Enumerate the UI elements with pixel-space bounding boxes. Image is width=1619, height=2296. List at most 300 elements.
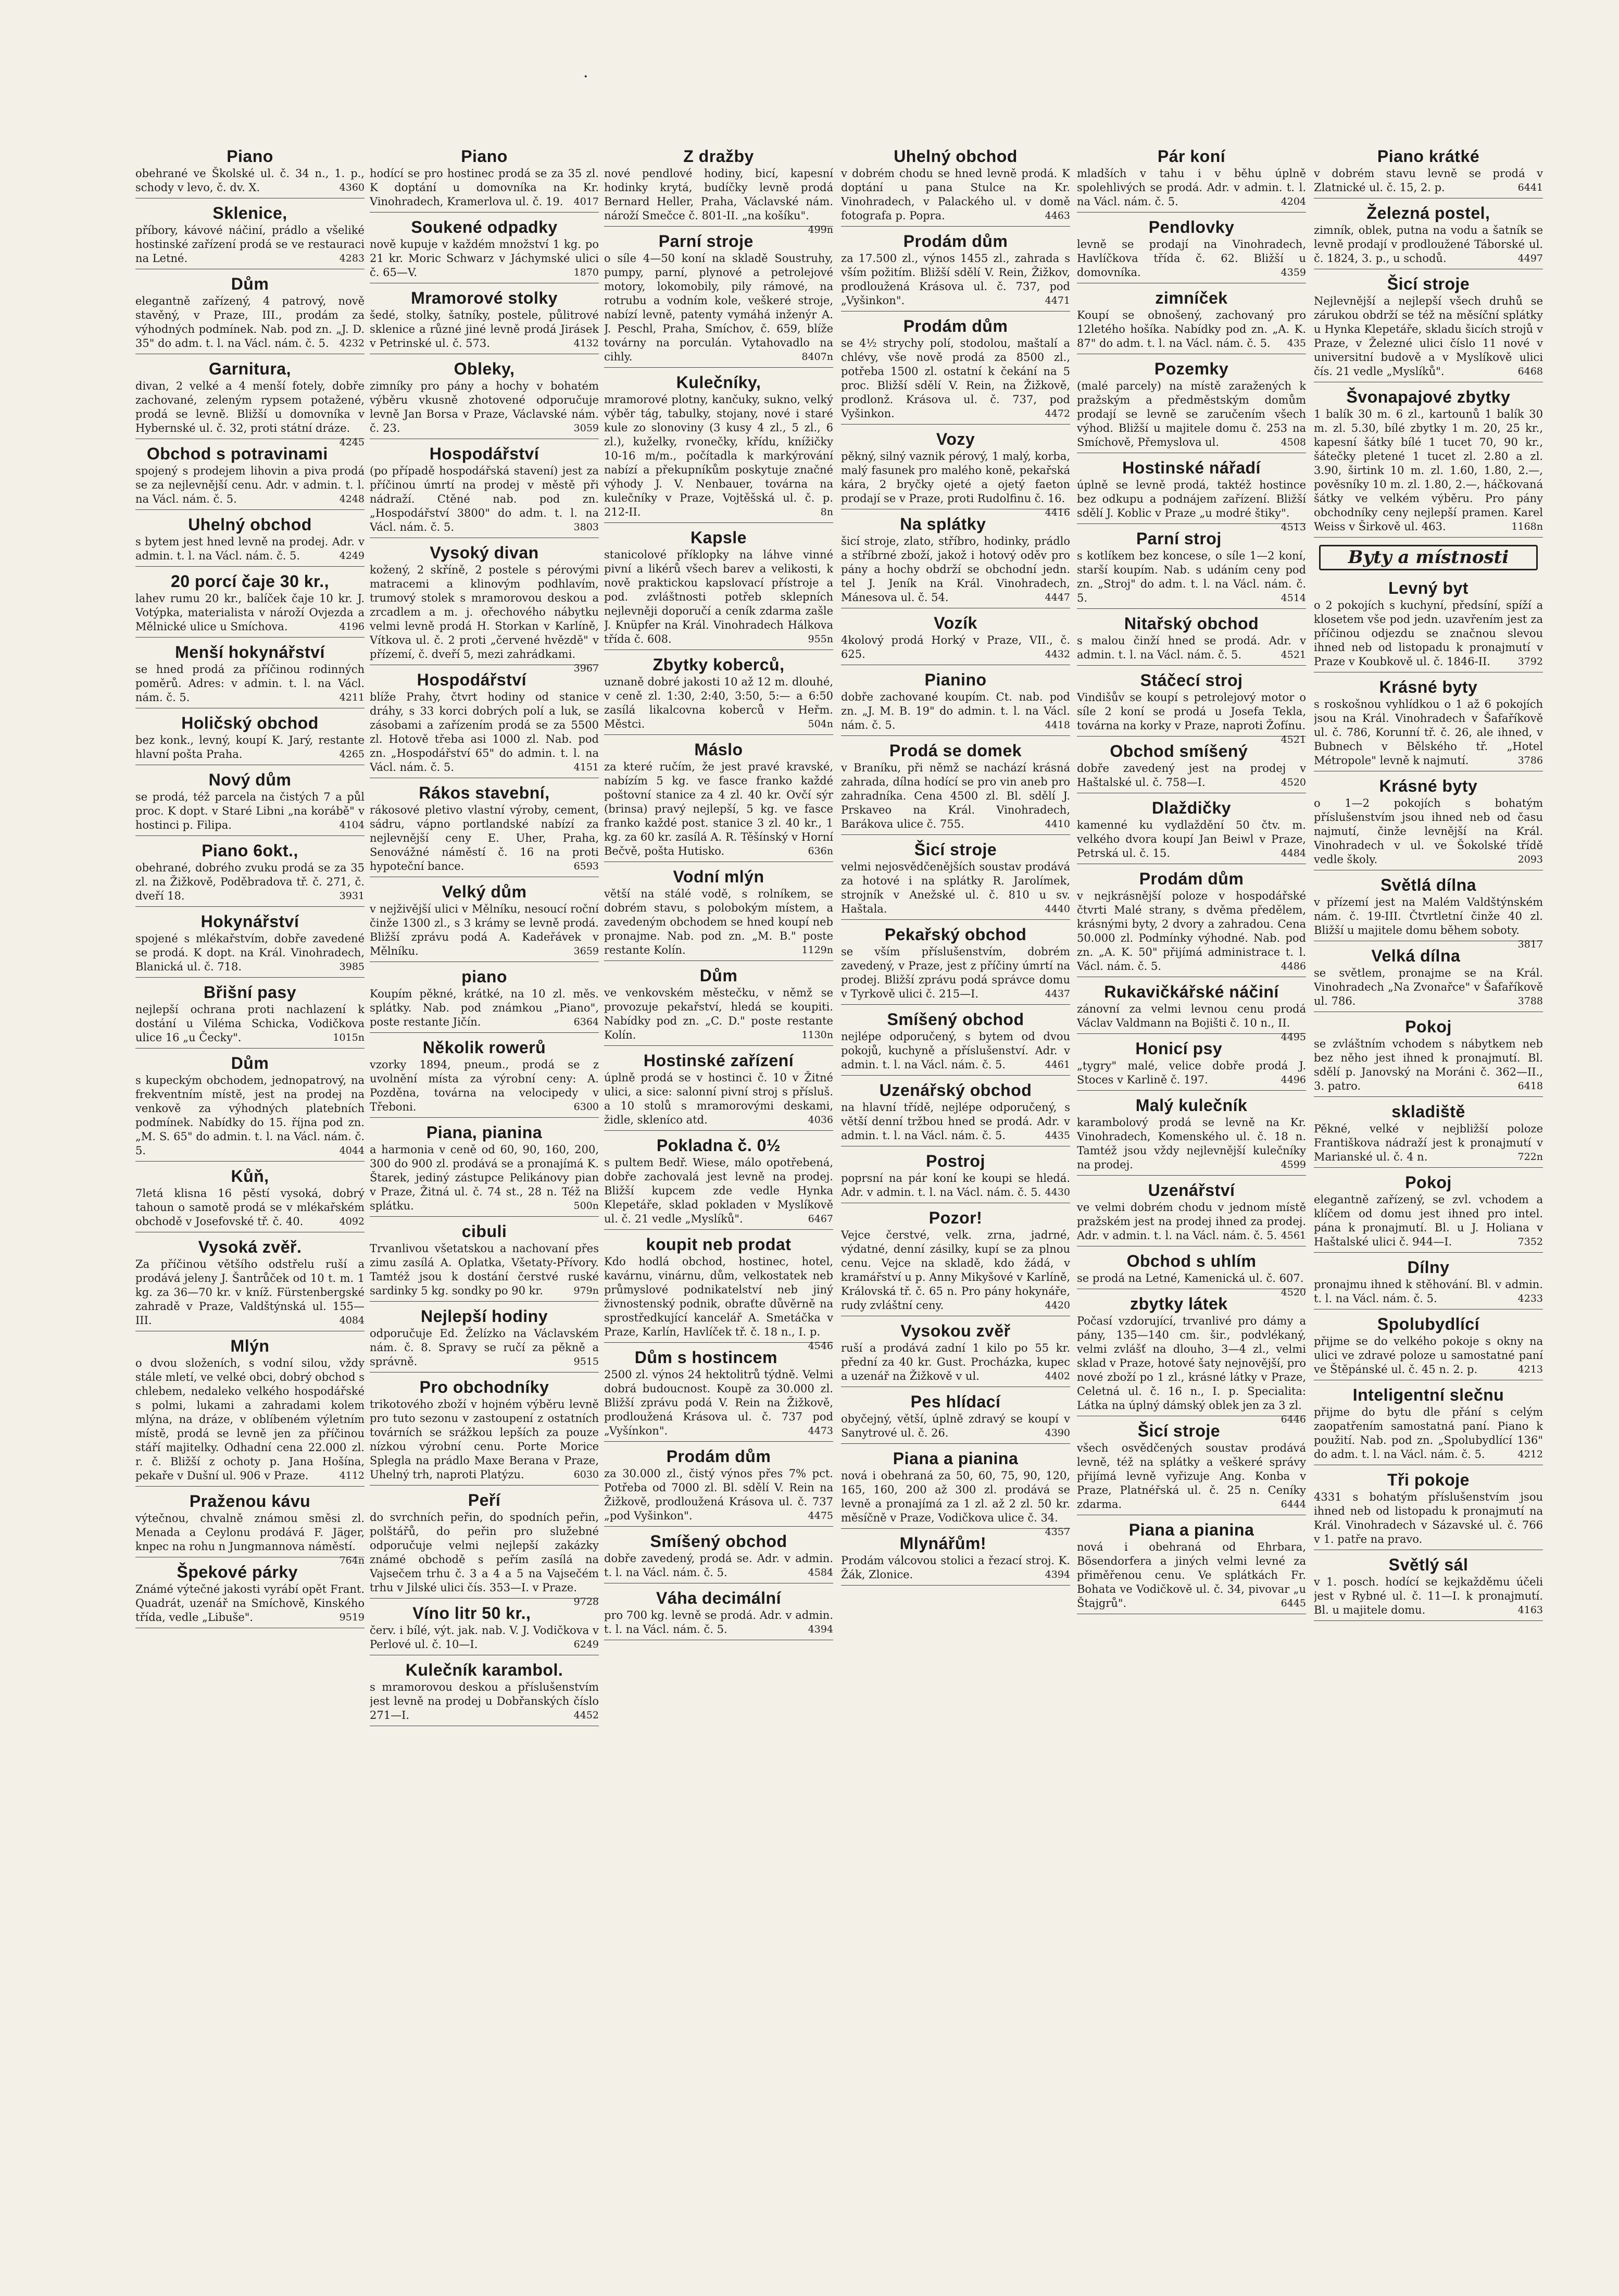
ad-divider bbox=[135, 906, 365, 907]
classified-ad bbox=[1077, 358, 1306, 453]
ad-body: s kupeckým obchodem, jednopatrový, na frekventním místě, jest na prodej na venkově za výhodných platebních podmínek. Nabídky do 15. října pod zn. „M. S. 65" do admin. t. l. na Václ. nám. č. 5. bbox=[135, 1074, 365, 1157]
ad-text bbox=[1314, 167, 1543, 195]
column-3 bbox=[604, 146, 833, 2261]
ad-body: nové pendlové hodiny, bicí, kapesní hodinky krytá, budíčky levně prodá Bernard Heller, Praha, Václavské nám. nároží Smečce č. 801-II. „na košíku". bbox=[604, 167, 833, 222]
classified-ad bbox=[604, 1531, 833, 1583]
ad-body: obehrané ve Školské ul. č. 34 n., 1. p., schody v levo, č. dv. X. bbox=[135, 167, 365, 194]
ad-text bbox=[1077, 818, 1306, 860]
ad-title: piano bbox=[461, 967, 507, 986]
classified-ad bbox=[370, 1490, 599, 1607]
ad-text bbox=[841, 1171, 1070, 1200]
ad-text bbox=[370, 563, 599, 674]
classified-ad bbox=[135, 713, 365, 765]
classified-ad bbox=[1077, 797, 1306, 864]
ad-body: s malou činží hned se prodá. Adr. v admin. t. l. na Václ. nám. č. 5. bbox=[1077, 634, 1306, 661]
ad-number: 4104 bbox=[339, 819, 365, 831]
classified-ad bbox=[604, 866, 833, 961]
ad-body: šedé, stolky, šatníky, postele, půlitrové sklenice a různé jiné levně prodá Jirásek v Petrinské ul. č. 573. bbox=[370, 309, 599, 350]
ad-text bbox=[604, 1467, 833, 1523]
classified-ad bbox=[841, 740, 1070, 835]
classified-ad bbox=[841, 1080, 1070, 1146]
ad-body: úplně prodá se v hostinci č. 10 v Žitné ulici, a sice: salonní pivní stroj s přísluš. a 10 stolů s mramorovými deskami, židle, skleníco atd. bbox=[604, 1071, 833, 1126]
ad-divider bbox=[370, 1485, 599, 1486]
ad-title: Hostinské nářadí bbox=[1122, 458, 1261, 477]
ad-body: větší na stálé vodě, s rolníkem, se dobrém stavu, s polobokým místem, a zavedeným obchodem se hned koupí neb pronajme. Nab. pod zn. „M. B." poste restante Kolín. bbox=[604, 888, 833, 956]
ad-body: uznaně dobré jakosti 10 až 12 m. dlouhé, v ceně zl. 1:30, 2:40, 3:50, 5:— a 6:50 zasílá likalcovna koberců v Heřm. Městci. bbox=[604, 676, 833, 730]
ad-title: skladiště bbox=[1391, 1102, 1465, 1121]
classified-ad bbox=[135, 982, 365, 1049]
ad-text bbox=[135, 1074, 365, 1158]
ad-text bbox=[135, 790, 365, 832]
ad-title: Smíšený obchod bbox=[887, 1010, 1024, 1029]
ad-number: 4475 bbox=[808, 1510, 833, 1521]
column-5 bbox=[1077, 146, 1306, 2261]
ad-divider bbox=[135, 566, 365, 567]
ad-title: Světlá dílna bbox=[1380, 876, 1476, 894]
ad-body: (po případě hospodářská stavení) jest za příčinou úmrtí na prodej v městě při nádraží. Ctěné nab. pod zn. „Hospodářství 3800" do adm. t. l. na Václ. nám. č. 5. bbox=[370, 465, 599, 533]
ad-body: dobře zavedený, prodá se. Adr. v admin. t. l. na Václ. nám. č. 5. bbox=[604, 1552, 833, 1579]
classified-ad bbox=[841, 146, 1070, 227]
ad-text bbox=[604, 1255, 833, 1352]
classified-ad bbox=[1314, 1554, 1543, 1621]
classified-ad bbox=[604, 739, 833, 862]
ad-body: 1 balík 30 m. 6 zl., kartounů 1 balík 30 m. zl. 5.30, bílé zbytky 1 m. 20, 25 kr., kapesní šátky bílé 1 tucet 70, 90 kr., šátečky pletené 1 tucet zl. 2.80 a zl. 3.90, širtink 10 m. zl. 1.60, 1.80, 2.—, pověsníky 10 m. zl. 1.80, 2.—, háčkovaná šátky ve velkém výběru. Pro pány obchodníky ceny nejlepší pramen. Karel Weiss v Širkově ul. 463. bbox=[1314, 408, 1543, 533]
ad-number: 4440 bbox=[1045, 903, 1070, 915]
ad-title: Piano bbox=[461, 147, 508, 166]
ad-number: 3817 bbox=[1517, 939, 1543, 950]
ad-body: v 1. posch. hodící se kejkažděmu účeli jest v Rybné ul. č. 11—I. k pronajmutí. Bl. u majitele domu. bbox=[1314, 1576, 1543, 1616]
classified-ad bbox=[604, 527, 833, 650]
ad-title: Špekové párky bbox=[177, 1563, 298, 1581]
ad-text bbox=[135, 1356, 365, 1483]
ad-title: Vysoká zvěř. bbox=[198, 1238, 302, 1256]
classified-ad bbox=[1077, 1180, 1306, 1246]
ad-number: 4359 bbox=[1281, 267, 1306, 278]
ad-divider bbox=[370, 212, 599, 213]
ad-title: Pianino bbox=[924, 670, 987, 689]
ad-text bbox=[1077, 762, 1306, 790]
ad-title: Velký dům bbox=[442, 882, 527, 901]
ad-body: v dobrém stavu levně se prodá v Zlatnické ul. č. 15, 2. p. bbox=[1314, 167, 1543, 194]
ad-number: 3792 bbox=[1517, 656, 1543, 667]
ad-divider bbox=[604, 1130, 833, 1131]
classified-ad bbox=[1314, 776, 1543, 870]
ad-text bbox=[370, 379, 599, 435]
ad-text bbox=[604, 1608, 833, 1637]
ad-number: 4513 bbox=[1281, 521, 1306, 533]
ad-text bbox=[1314, 796, 1543, 867]
ad-title: Piano bbox=[227, 147, 273, 166]
ad-text bbox=[604, 1071, 833, 1127]
ad-title: Pár koní bbox=[1157, 147, 1226, 166]
column-6 bbox=[1314, 146, 1543, 2261]
ad-text bbox=[604, 1156, 833, 1226]
classified-ad bbox=[370, 217, 599, 283]
ad-body: pro 700 kg. levně se prodá. Adr. v admin. t. l. na Václ. nám. č. 5. bbox=[604, 1609, 833, 1636]
ad-number: 4486 bbox=[1281, 960, 1306, 972]
ad-number: 6445 bbox=[1281, 1598, 1306, 1609]
ad-number: 1168n bbox=[1511, 521, 1543, 532]
classified-ad bbox=[604, 1347, 833, 1442]
classified-ad bbox=[370, 358, 599, 439]
classified-ad bbox=[1314, 203, 1543, 269]
ad-text bbox=[370, 987, 599, 1029]
ad-title: Dům s hostincem bbox=[634, 1348, 777, 1367]
ad-divider bbox=[1077, 736, 1306, 737]
ad-divider bbox=[1077, 1175, 1306, 1176]
ad-title: Vodní mlýn bbox=[673, 867, 764, 886]
ad-text bbox=[370, 1397, 599, 1482]
ad-number: 4546 bbox=[808, 1340, 833, 1352]
ad-title: Prodám dům bbox=[903, 232, 1008, 251]
ad-number: 4520 bbox=[1281, 777, 1306, 788]
classified-ad bbox=[135, 203, 365, 269]
ad-number: 1129n bbox=[801, 944, 833, 956]
ad-number: 4394 bbox=[1045, 1569, 1070, 1580]
ad-text bbox=[841, 167, 1070, 223]
ad-number: 6444 bbox=[1281, 1499, 1306, 1510]
ad-divider bbox=[1314, 1252, 1543, 1253]
classified-ad bbox=[135, 1053, 365, 1162]
ad-body: 4kolový prodá Horký v Praze, VII., č. 625. bbox=[841, 634, 1070, 660]
ad-number: 6446 bbox=[1281, 1414, 1306, 1425]
ad-text bbox=[370, 1511, 599, 1607]
ad-text bbox=[1314, 1575, 1543, 1617]
ad-number: 4112 bbox=[339, 1470, 365, 1481]
ad-title: Garnitura, bbox=[209, 359, 291, 378]
ad-body: hodící se pro hostinec prodá se za 35 zl. K doptání u domovníka na Kr. Vinohradech, Kramerlova ul. č. 19. bbox=[370, 167, 599, 208]
ad-body: přijme do bytu dle přání s celým zaopatřením samostatná paní. Piano k použití. Nab. pod zn. „Spolubydlící 136" do adm. t. l. na Václ. nám. č. 5. bbox=[1314, 1406, 1543, 1461]
ad-number: 4520 bbox=[1281, 1287, 1306, 1298]
classified-ad bbox=[841, 1207, 1070, 1316]
ad-number: 6441 bbox=[1517, 182, 1543, 193]
ad-title: koupit neb prodat bbox=[646, 1235, 792, 1254]
ad-title: Malý kulečník bbox=[1135, 1096, 1248, 1115]
ad-body: odporučuje Ed. Želízko na Václavském nám. č. 8. Spravy se ručí za pěkně a správně. bbox=[370, 1327, 599, 1368]
classified-ad bbox=[841, 839, 1070, 920]
ad-divider bbox=[841, 919, 1070, 920]
ad-number: 4484 bbox=[1281, 847, 1306, 859]
ad-number: 4249 bbox=[339, 550, 365, 561]
ad-title: Stáčecí stroj bbox=[1140, 671, 1243, 690]
ad-body: Kdo hodlá obchod, hostinec, hotel, kavárnu, vinárnu, dům, velkostatek neb průmyslové podnikatelství neb jiný živnostenský podnik, obraťte důvěrně na sprostředkující kancelář A. Smetáčka v Praze, Karlín, Havlíček tř. č. 18 n., I. p. bbox=[604, 1255, 833, 1338]
ad-body: 2500 zl. výnos 24 hektolitrů týdně. Velmi dobrá budoucnost. Koupě za 30.000 zl. Bližší zprávu podá V. Rein na Žižkově, prodloužená Krásova ul. č. 737 pod „Vyšínkon". bbox=[604, 1368, 833, 1437]
ad-title: Piano krátké bbox=[1377, 147, 1480, 166]
ad-number: 500n bbox=[573, 1200, 599, 1212]
ad-title: Nitařský obchod bbox=[1124, 614, 1259, 633]
ad-title: Pozor! bbox=[928, 1208, 983, 1227]
ad-text bbox=[841, 761, 1070, 831]
ad-divider bbox=[1314, 1167, 1543, 1168]
ad-number: 4416 bbox=[1045, 507, 1070, 518]
ad-text bbox=[135, 1582, 365, 1625]
ad-title: Zbytky koberců, bbox=[652, 655, 785, 674]
ad-title: Honicí psy bbox=[1135, 1039, 1223, 1058]
ad-title: Parní stroje bbox=[658, 232, 754, 251]
ad-number: 1130n bbox=[801, 1029, 833, 1041]
ad-divider bbox=[370, 1216, 599, 1217]
ad-body: v Braníku, při němž se nachází krásná zahrada, dílna hodící se pro vin aneb pro zahradníka. Cena 4500 zl. Bl. sdělí J. Prskaveo na Král. Vinohradech, Barákova ulice č. 755. bbox=[841, 762, 1070, 830]
ad-number: 4390 bbox=[1045, 1427, 1070, 1439]
classified-ad bbox=[1077, 1420, 1306, 1515]
ad-divider bbox=[604, 1342, 833, 1343]
ad-body: do svrchních peřin, do spodních peřin, polštářů, do peřin pro služebné odporučuje velmi nejlepší zakázky známé obchodě s peřím zasílá na Vajsečem trhu č. 3 a 4 a 5 na Vajsečém trhu v Jilské ulici čís. 353—I. v Praze. bbox=[370, 1511, 599, 1594]
ad-title: Z dražby bbox=[683, 147, 754, 166]
ad-body: v nejživější ulici v Mělníku, nesoucí roční činže 1300 zl., s 3 krámy se levně prodá. Bližší zprávu podá A. Kadeřávek v Mělníku. bbox=[370, 903, 599, 957]
ad-divider bbox=[135, 977, 365, 978]
ad-text bbox=[370, 902, 599, 958]
ad-number: 4521 bbox=[1281, 649, 1306, 660]
ad-number: 9515 bbox=[573, 1356, 599, 1367]
ad-number: 4521 bbox=[1281, 734, 1306, 745]
classified-ad bbox=[841, 429, 1070, 518]
ad-body: levně se prodají na Vinohradech, Havlíčkova třída č. 62. Bližší u domovníka. bbox=[1077, 238, 1306, 279]
ad-body: všech osvědčených soustav prodává levně, též na splátky a veškeré správy přijímá levně vyřizuje Ang. Konba v Praze, Platnéřská ul. č. 25 n. Ceníky zdarma. bbox=[1077, 1442, 1306, 1511]
ad-body: přijme se do velkého pokoje s okny na ulici ve zdravé poloze u samostatné paní ve Štěpánské ul. č. 45 n. 2. p. bbox=[1314, 1335, 1543, 1376]
ad-divider bbox=[604, 734, 833, 735]
ad-title: Sklenice, bbox=[212, 204, 287, 222]
ad-divider bbox=[1077, 1033, 1306, 1034]
classified-ad bbox=[370, 1122, 599, 1217]
ad-title: Pokladna č. 0½ bbox=[656, 1136, 781, 1155]
ad-text bbox=[135, 167, 365, 195]
ad-text bbox=[1314, 1037, 1543, 1093]
column-1 bbox=[135, 146, 365, 2261]
ad-body: velmi nejosvědčenějších soustav prodává za hotové i na splátky R. Jarolímek, strojník v Anežské ul. č. 810 u sv. Haštala. bbox=[841, 860, 1070, 915]
ad-divider bbox=[604, 960, 833, 961]
classified-ad bbox=[1077, 457, 1306, 533]
ad-title: Váha decimální bbox=[656, 1589, 781, 1607]
ad-title: Rukavičkářské náčiní bbox=[1104, 982, 1279, 1001]
ad-text bbox=[1314, 697, 1543, 768]
ad-text bbox=[1077, 167, 1306, 209]
ad-body: se hned prodá za příčinou rodinných poměrů. Adres: v admin. t. l. na Václ. nám. č. 5. bbox=[135, 663, 365, 704]
ad-title: Hostinské zařízení bbox=[643, 1051, 794, 1070]
ad-title: zimníček bbox=[1155, 289, 1228, 307]
ad-title: Máslo bbox=[694, 740, 743, 759]
ad-body: Prodám válcovou stolici a řezací stroj. K. Žák, Zlonice. bbox=[841, 1554, 1070, 1581]
classified-ad bbox=[135, 571, 365, 638]
classified-ad bbox=[1077, 288, 1306, 354]
ad-title: Mlýn bbox=[230, 1337, 270, 1355]
ad-title: Hospodářství bbox=[417, 670, 527, 689]
classified-ad bbox=[841, 1391, 1070, 1444]
classified-ad bbox=[604, 1446, 833, 1527]
ad-title: Prodám dům bbox=[903, 317, 1008, 335]
ad-body: spojený s prodejem lihovin a piva prodá se za nejlevnější cenu. Adr. v admin. t. l. na Václ. nám. č. 5. bbox=[135, 465, 365, 505]
ad-title: Šicí stroje bbox=[1137, 1421, 1221, 1440]
ad-text bbox=[841, 450, 1070, 518]
ad-body: rákosové pletivo vlastní výroby, cement, sádru, vápno portlandské nabízí za nejlevnější ceny E. Uher, Praha, Senovážné náměstí č. 16 na proti hypoteční bance. bbox=[370, 804, 599, 872]
classified-ad bbox=[1077, 1293, 1306, 1425]
ad-title: Piana a pianina bbox=[893, 1449, 1019, 1468]
ad-divider bbox=[841, 834, 1070, 835]
ad-number: 4213 bbox=[1517, 1364, 1543, 1375]
ad-text bbox=[370, 803, 599, 874]
ad-body: poprsní na pár koní ke koupi se hledá. Adr. v admin. t. l. na Václ. nám. č. 5. bbox=[841, 1172, 1070, 1199]
ad-title: Uhelný obchod bbox=[188, 515, 312, 534]
classified-ad bbox=[604, 372, 833, 523]
ad-title: Obleky, bbox=[454, 359, 515, 378]
ad-body: se vším příslušenstvím, dobrém zavedený, v Praze, jest z příčiny úmrtí na prodej. Bližší zprávu podá správce domu v Tyrkově ulici č. 215—I. bbox=[841, 945, 1070, 1000]
classified-ad bbox=[135, 840, 365, 907]
ad-title: Parní stroj bbox=[1136, 529, 1222, 548]
ad-body: zimník, oblek, putna na vodu a šatník se levně prodají v prodloužené Táborské ul. č. 1824, 3. p., u schodů. bbox=[1314, 224, 1543, 265]
ad-title: Mlynářům! bbox=[899, 1534, 986, 1553]
ad-body: s bytem jest hned levně na prodej. Adr. v admin. t. l. na Václ. nám. č. 5. bbox=[135, 535, 365, 562]
column-4 bbox=[841, 146, 1070, 2261]
ad-number: 3059 bbox=[573, 422, 599, 434]
ad-divider bbox=[841, 1004, 1070, 1005]
classified-ad bbox=[841, 613, 1070, 665]
ad-body: nově kupuje v každém množství 1 kg. po 21 kr. Moric Schwarz v Jáchymské ulici č. 65—V. bbox=[370, 238, 599, 279]
classified-ad bbox=[1314, 578, 1543, 672]
ad-body: Vindišův se koupí s petrolejový motor o síle 2 koní se prodá u Josefa Tekla, továrna na korky v Praze, naproti Žofínu. bbox=[1077, 691, 1306, 732]
ad-text bbox=[1314, 407, 1543, 534]
classified-ad bbox=[1077, 868, 1306, 977]
ad-text bbox=[135, 379, 365, 448]
ad-text bbox=[1077, 238, 1306, 280]
ad-number: 9519 bbox=[339, 1612, 365, 1623]
ad-title: Uzenářský obchod bbox=[879, 1081, 1032, 1100]
ad-title: Prodám dům bbox=[666, 1447, 771, 1466]
ad-number: 6300 bbox=[573, 1101, 599, 1113]
ad-title: Nejlepší hodiny bbox=[421, 1307, 548, 1326]
ad-title: Smíšený obchod bbox=[650, 1532, 787, 1551]
ad-title: Pekařský obchod bbox=[884, 925, 1027, 944]
classified-ad bbox=[135, 911, 365, 978]
ad-body: (malé parcely) na místě zaražených k pražským a předměstským domům prodají se levně se zaručením všech výhod. Bližší u majitele domu č. 253 na Smíchově, Přemyslova ul. bbox=[1077, 380, 1306, 448]
ad-number: 6467 bbox=[808, 1213, 833, 1225]
ad-body: mramorové plotny, kančuky, sukno, velký výběr tág, tabulky, stojany, nové i staré kule zo slonoviny (3 kusy 4 zl., 5 zl., 6 zl.), kuželky, rvonečky, křídu, knížičky 10-16 m/m., počítadla k markýrování nabízí a překupníkům poskytuje značné výhody J. V. Nenbauer, továrna na kulečníky v Praze, Vojtěšská ul. č. p. 212-II. bbox=[604, 393, 833, 518]
ad-text bbox=[135, 663, 365, 705]
ad-body: blíže Prahy, čtvrt hodiny od stanice dráhy, s 33 korci dobrých polí a luk, se zásobami a zařízením prodá se za 5500 zl. Hotově třeba asi 1000 zl. Nab. pod zn. „Hospodářství 65" do admin. t. l. na Václ. nám. č. 5. bbox=[370, 691, 599, 773]
ad-text bbox=[841, 860, 1070, 916]
ad-number: 3985 bbox=[339, 961, 365, 972]
classified-ad bbox=[370, 542, 599, 674]
ad-number: 3786 bbox=[1517, 755, 1543, 766]
ad-title: Inteligentní slečnu bbox=[1352, 1386, 1504, 1404]
ad-text bbox=[1314, 966, 1543, 1008]
ad-number: 4584 bbox=[808, 1567, 833, 1578]
classified-ad bbox=[1077, 1095, 1306, 1176]
ad-text bbox=[841, 633, 1070, 662]
ad-title: Velká dílna bbox=[1371, 946, 1461, 965]
ad-body: vzorky 1894, pneum., prodá se z uvolnění místa za výrobní ceny: A. Pozděna, továrna na velocipedy v Třeboni. bbox=[370, 1058, 599, 1113]
ad-number: 4514 bbox=[1281, 592, 1306, 604]
ad-body: za které ručím, že jest pravé kravské, nabízím 5 kg. ve fasce franko každé poštovní stanice za 4 zl. 40 kr. Ovčí sýr (brinsa) pravý nejlepší, 5 kg. ve fasce franko každé post. stanice 3 zl. 40 kr., 1 kg. za 60 kr. zasílá A. R. Těšínský v Horní Bečvě, pošta Hutisko. bbox=[604, 760, 833, 857]
ad-number: 4473 bbox=[808, 1425, 833, 1437]
ad-text bbox=[841, 1554, 1070, 1582]
ad-body: stanicolové příklopky na láhve vinné pivní a likérů všech barev a velikosti, k nově praktickou kapslovací přístroje a pod. zvláštnosti potřeb sklepních nejlevněji doporučí a ceník zdarma zašle J. Knüpfer na Král. Vinohradech Hálkova třída č. 608. bbox=[604, 548, 833, 645]
classified-ad bbox=[135, 769, 365, 836]
ad-number: 4430 bbox=[1045, 1187, 1070, 1198]
ad-text bbox=[841, 534, 1070, 605]
ad-text bbox=[1077, 691, 1306, 745]
ad-divider bbox=[1314, 537, 1543, 538]
ad-text bbox=[1077, 478, 1306, 533]
ad-title: Postroj bbox=[926, 1152, 985, 1170]
classified-ad bbox=[604, 965, 833, 1046]
ad-text bbox=[135, 535, 365, 563]
ad-body: za 17.500 zl., výnos 1455 zl., zahrada s vším požitím. Bližší sdělí V. Rein, Žižkov, prodloužená Krásova ul. č. 737, pod „Vyšinkon". bbox=[841, 252, 1070, 307]
ad-divider bbox=[1314, 1096, 1543, 1097]
ad-title: Praženou kávu bbox=[189, 1492, 311, 1511]
classified-ad bbox=[370, 669, 599, 778]
ad-title: Vozy bbox=[936, 430, 975, 448]
ad-body: se prodá, též parcela na čistých 7 a půl proc. K dopt. v Staré Libni „na korábě" v hostinci p. Filipa. bbox=[135, 791, 365, 831]
ad-body: kamenné ku vydlaždění 50 čtv. m. velkého dvora koupí Jan Beiwl v Praze, Petrská ul. č. 15. bbox=[1077, 819, 1306, 859]
page-mark: · bbox=[583, 68, 588, 86]
classified-ad bbox=[841, 1448, 1070, 1538]
ad-text bbox=[370, 464, 599, 534]
ad-body: pronajmu ihned k stěhování. Bl. v admin. t. l. na Václ. nám. č. 5. bbox=[1314, 1278, 1543, 1305]
ad-body: na hlavní třídě, nejlépe odporučený, s větší denní tržbou hned se prodá. Adr. v admin. t. l. na Václ. nám. č. 5. bbox=[841, 1101, 1070, 1142]
ad-text bbox=[1314, 1334, 1543, 1377]
ad-body: se 4½ strychy polí, stodolou, maštalí a chlévy, vše nově prodá za 8500 zl., potřeba 1500 zl. ostatní k čekání na 5 proc. Bližší sdělí V. Rein, na Žižkově, prodlonž. Krásova ul. č. 737, pod Vyšinkon. bbox=[841, 337, 1070, 420]
ad-divider bbox=[1314, 1620, 1543, 1621]
ad-title: Kulečník karambol. bbox=[405, 1661, 563, 1679]
ad-body: ruší a prodává zadní 1 kilo po 55 kr. přední za 40 kr. Gust. Procházka, kupec a uzenář na Žižkově v ul. bbox=[841, 1342, 1070, 1382]
ad-text bbox=[135, 464, 365, 506]
ad-body: karambolový prodá se levně na Kr. Vinohradech, Komenského ul. č. 18 n. Tamtéž jsou vždy nejlevnější kulečníky na prodej. bbox=[1077, 1116, 1306, 1171]
ad-divider bbox=[604, 367, 833, 368]
ad-text bbox=[370, 1624, 599, 1652]
classified-ad bbox=[135, 1237, 365, 1331]
ad-text bbox=[370, 1680, 599, 1723]
ad-title: Piana a pianina bbox=[1128, 1520, 1254, 1539]
ad-body: zimníky pro pány a hochy v bohatém výběru vkusně zhotovené odporučuje levně Jan Borsa v Praze, Václavské nám. č. 23. bbox=[370, 380, 599, 434]
ad-number: 4232 bbox=[339, 338, 365, 349]
ad-number: 4508 bbox=[1281, 436, 1306, 448]
ad-body: Trvanlivou všetatskou a nachovaní přes zimu zasílá A. Oplatka, Všetaty-Přívory. Tamtéž jsou k dostání čerstvé ruské sardinky 5 kg. sondky po 90 kr. bbox=[370, 1242, 599, 1297]
ad-text bbox=[1077, 1116, 1306, 1172]
ad-number: 2093 bbox=[1517, 854, 1543, 865]
ad-body: se zvláštním vchodem s nábytkem neb bez něho jest ihned k pronajmutí. Bl. sdělí p. Janovský na Moráni č. 362—II., 3. patro. bbox=[1314, 1038, 1543, 1092]
ad-text bbox=[1077, 1441, 1306, 1512]
ad-body: v přízemí jest na Malém Valdštýnském nám. č. 19-III. Čtvrtletní činže 40 zl. Bližší u majitele domu během soboty. bbox=[1314, 896, 1543, 937]
ad-number: 4151 bbox=[573, 762, 599, 773]
ad-divider bbox=[1077, 608, 1306, 609]
ad-text bbox=[604, 986, 833, 1042]
ad-divider bbox=[135, 637, 365, 638]
classified-ad bbox=[841, 1151, 1070, 1203]
ad-text bbox=[841, 336, 1070, 421]
ad-text bbox=[370, 167, 599, 209]
ad-text bbox=[1077, 1314, 1306, 1425]
ad-body: Nejlevnější a nejlepší všech druhů se zárukou obdrží se též na měsíční splátky u Hynka Klepetáře, skladu šicích strojů v Praze, v Železné ulici číslo 11 nové v universitní budově a v Myslíkově ulici čís. 21 vedle „Myslíků". bbox=[1314, 295, 1543, 378]
classified-ad bbox=[135, 358, 365, 448]
ad-body: 4331 s bohatým příslušenstvím jsou ihned neb od listopadu k pronajmutí na Král. Vinohradech v Sázavské ul. č. 766 v 1. patře na pravo. bbox=[1314, 1491, 1543, 1545]
section-heading: Byty a místnosti bbox=[1319, 545, 1538, 570]
ad-divider bbox=[604, 1045, 833, 1046]
ad-text bbox=[135, 294, 365, 351]
classified-ad bbox=[1314, 945, 1543, 1012]
ad-divider bbox=[1077, 665, 1306, 666]
ad-body: zánovní za velmi levnou cenu prodá Václav Valdmann na Bojišti č. 10 n., II. bbox=[1077, 1003, 1306, 1029]
ad-number: 4204 bbox=[1281, 196, 1306, 207]
ad-text bbox=[135, 1003, 365, 1045]
ad-text bbox=[841, 1030, 1070, 1072]
ad-text bbox=[841, 1228, 1070, 1313]
ad-title: Pozemky bbox=[1154, 359, 1229, 378]
ad-number: 4265 bbox=[339, 748, 365, 760]
ad-title: Tři pokoje bbox=[1387, 1470, 1470, 1489]
classified-ad bbox=[1077, 613, 1306, 666]
ad-body: dobře zachované koupím. Ct. nab. pod zn. „J. M. B. 19" do admin. t. l. na Václ. nám. č. 5. bbox=[841, 691, 1070, 731]
ad-title: Krásné byty bbox=[1379, 777, 1478, 795]
ad-number: 4497 bbox=[1517, 253, 1543, 264]
